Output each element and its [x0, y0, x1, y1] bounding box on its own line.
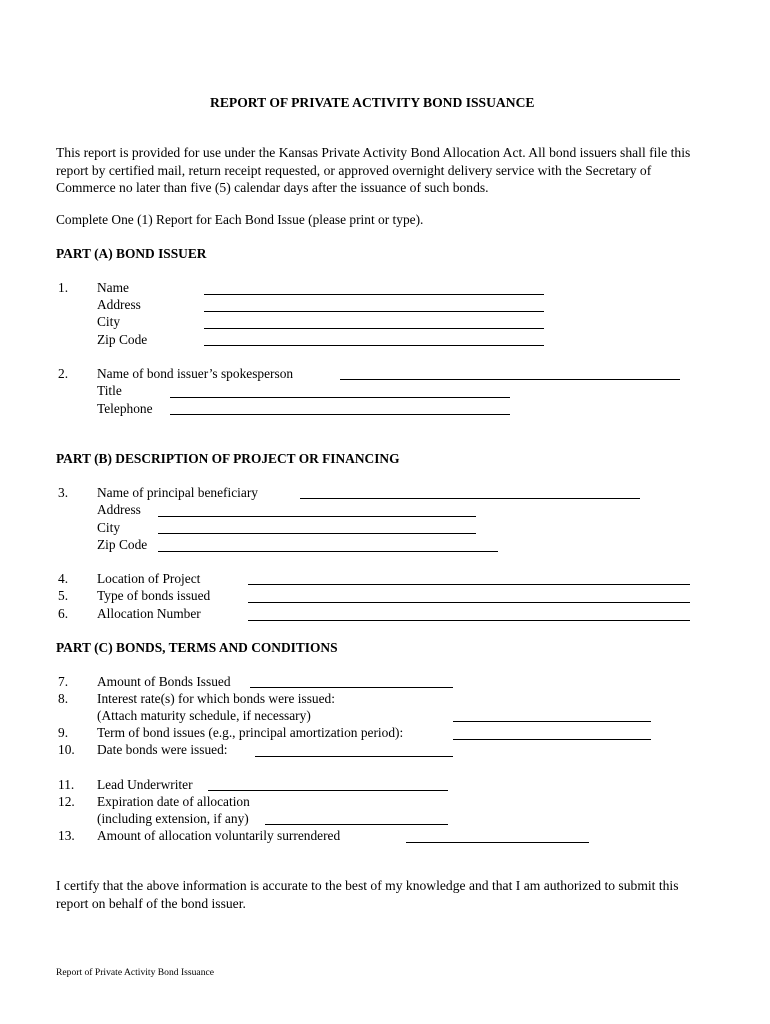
beneficiary-zip-label: Zip Code	[97, 537, 148, 552]
bond-amount-field[interactable]	[250, 687, 453, 688]
spokesperson-label: Name of bond issuer’s spokesperson	[97, 366, 294, 381]
maturity-schedule-note: (Attach maturity schedule, if necessary)	[97, 708, 311, 723]
allocation-number-field[interactable]	[248, 620, 690, 621]
interest-rate-field[interactable]	[453, 721, 651, 722]
allocation-number-label: Allocation Number	[97, 606, 201, 621]
beneficiary-address-field[interactable]	[158, 516, 476, 517]
item-number: 3.	[58, 485, 69, 500]
part-c-heading: PART (C) BONDS, TERMS AND CONDITIONS	[56, 640, 338, 655]
item-number: 6.	[58, 606, 69, 621]
location-field[interactable]	[248, 584, 690, 585]
instruction-text: Complete One (1) Report for Each Bond Issue (please print or type).	[56, 212, 424, 227]
surrendered-label: Amount of allocation voluntarily surrendered	[97, 828, 341, 843]
interest-rate-label: Interest rate(s) for which bonds were issued:	[97, 691, 335, 706]
beneficiary-zip-field[interactable]	[158, 551, 498, 552]
beneficiary-address-label: Address	[97, 502, 141, 517]
bond-amount-label: Amount of Bonds Issued	[97, 674, 231, 689]
spokesperson-title-field[interactable]	[170, 397, 510, 398]
item-number: 5.	[58, 588, 69, 603]
part-b-heading: PART (B) DESCRIPTION OF PROJECT OR FINANCING	[56, 451, 400, 466]
beneficiary-city-label: City	[97, 520, 121, 535]
item-number: 10.	[58, 742, 75, 757]
page-footer: Report of Private Activity Bond Issuance	[56, 967, 215, 978]
bond-type-label: Type of bonds issued	[97, 588, 211, 603]
underwriter-label: Lead Underwriter	[97, 777, 193, 792]
term-label: Term of bond issues (e.g., principal amortization period):	[97, 725, 404, 740]
item-number: 1.	[58, 280, 69, 295]
issue-date-field[interactable]	[255, 756, 453, 757]
item-number: 11.	[58, 777, 75, 792]
certification-paragraph: I certify that the above information is accurate to the best of my knowledge and that I am authorized to submit this report on behalf of the bond issuer.	[56, 878, 679, 911]
beneficiary-label: Name of principal beneficiary	[97, 485, 258, 500]
expiration-label: Expiration date of allocation	[97, 794, 250, 809]
extension-note: (including extension, if any)	[97, 811, 249, 826]
spokesperson-field[interactable]	[340, 379, 680, 380]
issuer-name-label: Name	[97, 280, 129, 295]
underwriter-field[interactable]	[208, 790, 448, 791]
beneficiary-field[interactable]	[300, 498, 640, 499]
bond-type-field[interactable]	[248, 602, 690, 603]
item-number: 4.	[58, 571, 69, 586]
issuer-zip-field[interactable]	[204, 345, 544, 346]
beneficiary-city-field[interactable]	[158, 533, 476, 534]
term-field[interactable]	[453, 739, 651, 740]
page-title: REPORT OF PRIVATE ACTIVITY BOND ISSUANCE	[210, 95, 535, 110]
part-a-heading: PART (A) BOND ISSUER	[56, 246, 207, 261]
item-number: 2.	[58, 366, 69, 381]
location-label: Location of Project	[97, 571, 201, 586]
issuer-city-label: City	[97, 314, 121, 329]
surrendered-field[interactable]	[406, 842, 589, 843]
item-number: 7.	[58, 674, 69, 689]
item-number: 9.	[58, 725, 69, 740]
intro-paragraph: This report is provided for use under the Kansas Private Activity Bond Allocation Act. All bond issuers shall file this report by certified mail, return receipt requested, or approved overnight delivery service with the Secretary of Commerce no later than five (5) calendar days after the issuance of such bonds.	[56, 145, 691, 195]
spokesperson-title-label: Title	[97, 383, 122, 398]
item-number: 12.	[58, 794, 75, 809]
telephone-label: Telephone	[97, 401, 153, 416]
issuer-name-field[interactable]	[204, 294, 544, 295]
telephone-field[interactable]	[170, 414, 510, 415]
item-number: 8.	[58, 691, 69, 706]
issuer-city-field[interactable]	[204, 328, 544, 329]
item-number: 13.	[58, 828, 75, 843]
issue-date-label: Date bonds were issued:	[97, 742, 228, 757]
issuer-zip-label: Zip Code	[97, 332, 148, 347]
issuer-address-field[interactable]	[204, 311, 544, 312]
expiration-field[interactable]	[265, 824, 448, 825]
issuer-address-label: Address	[97, 297, 141, 312]
